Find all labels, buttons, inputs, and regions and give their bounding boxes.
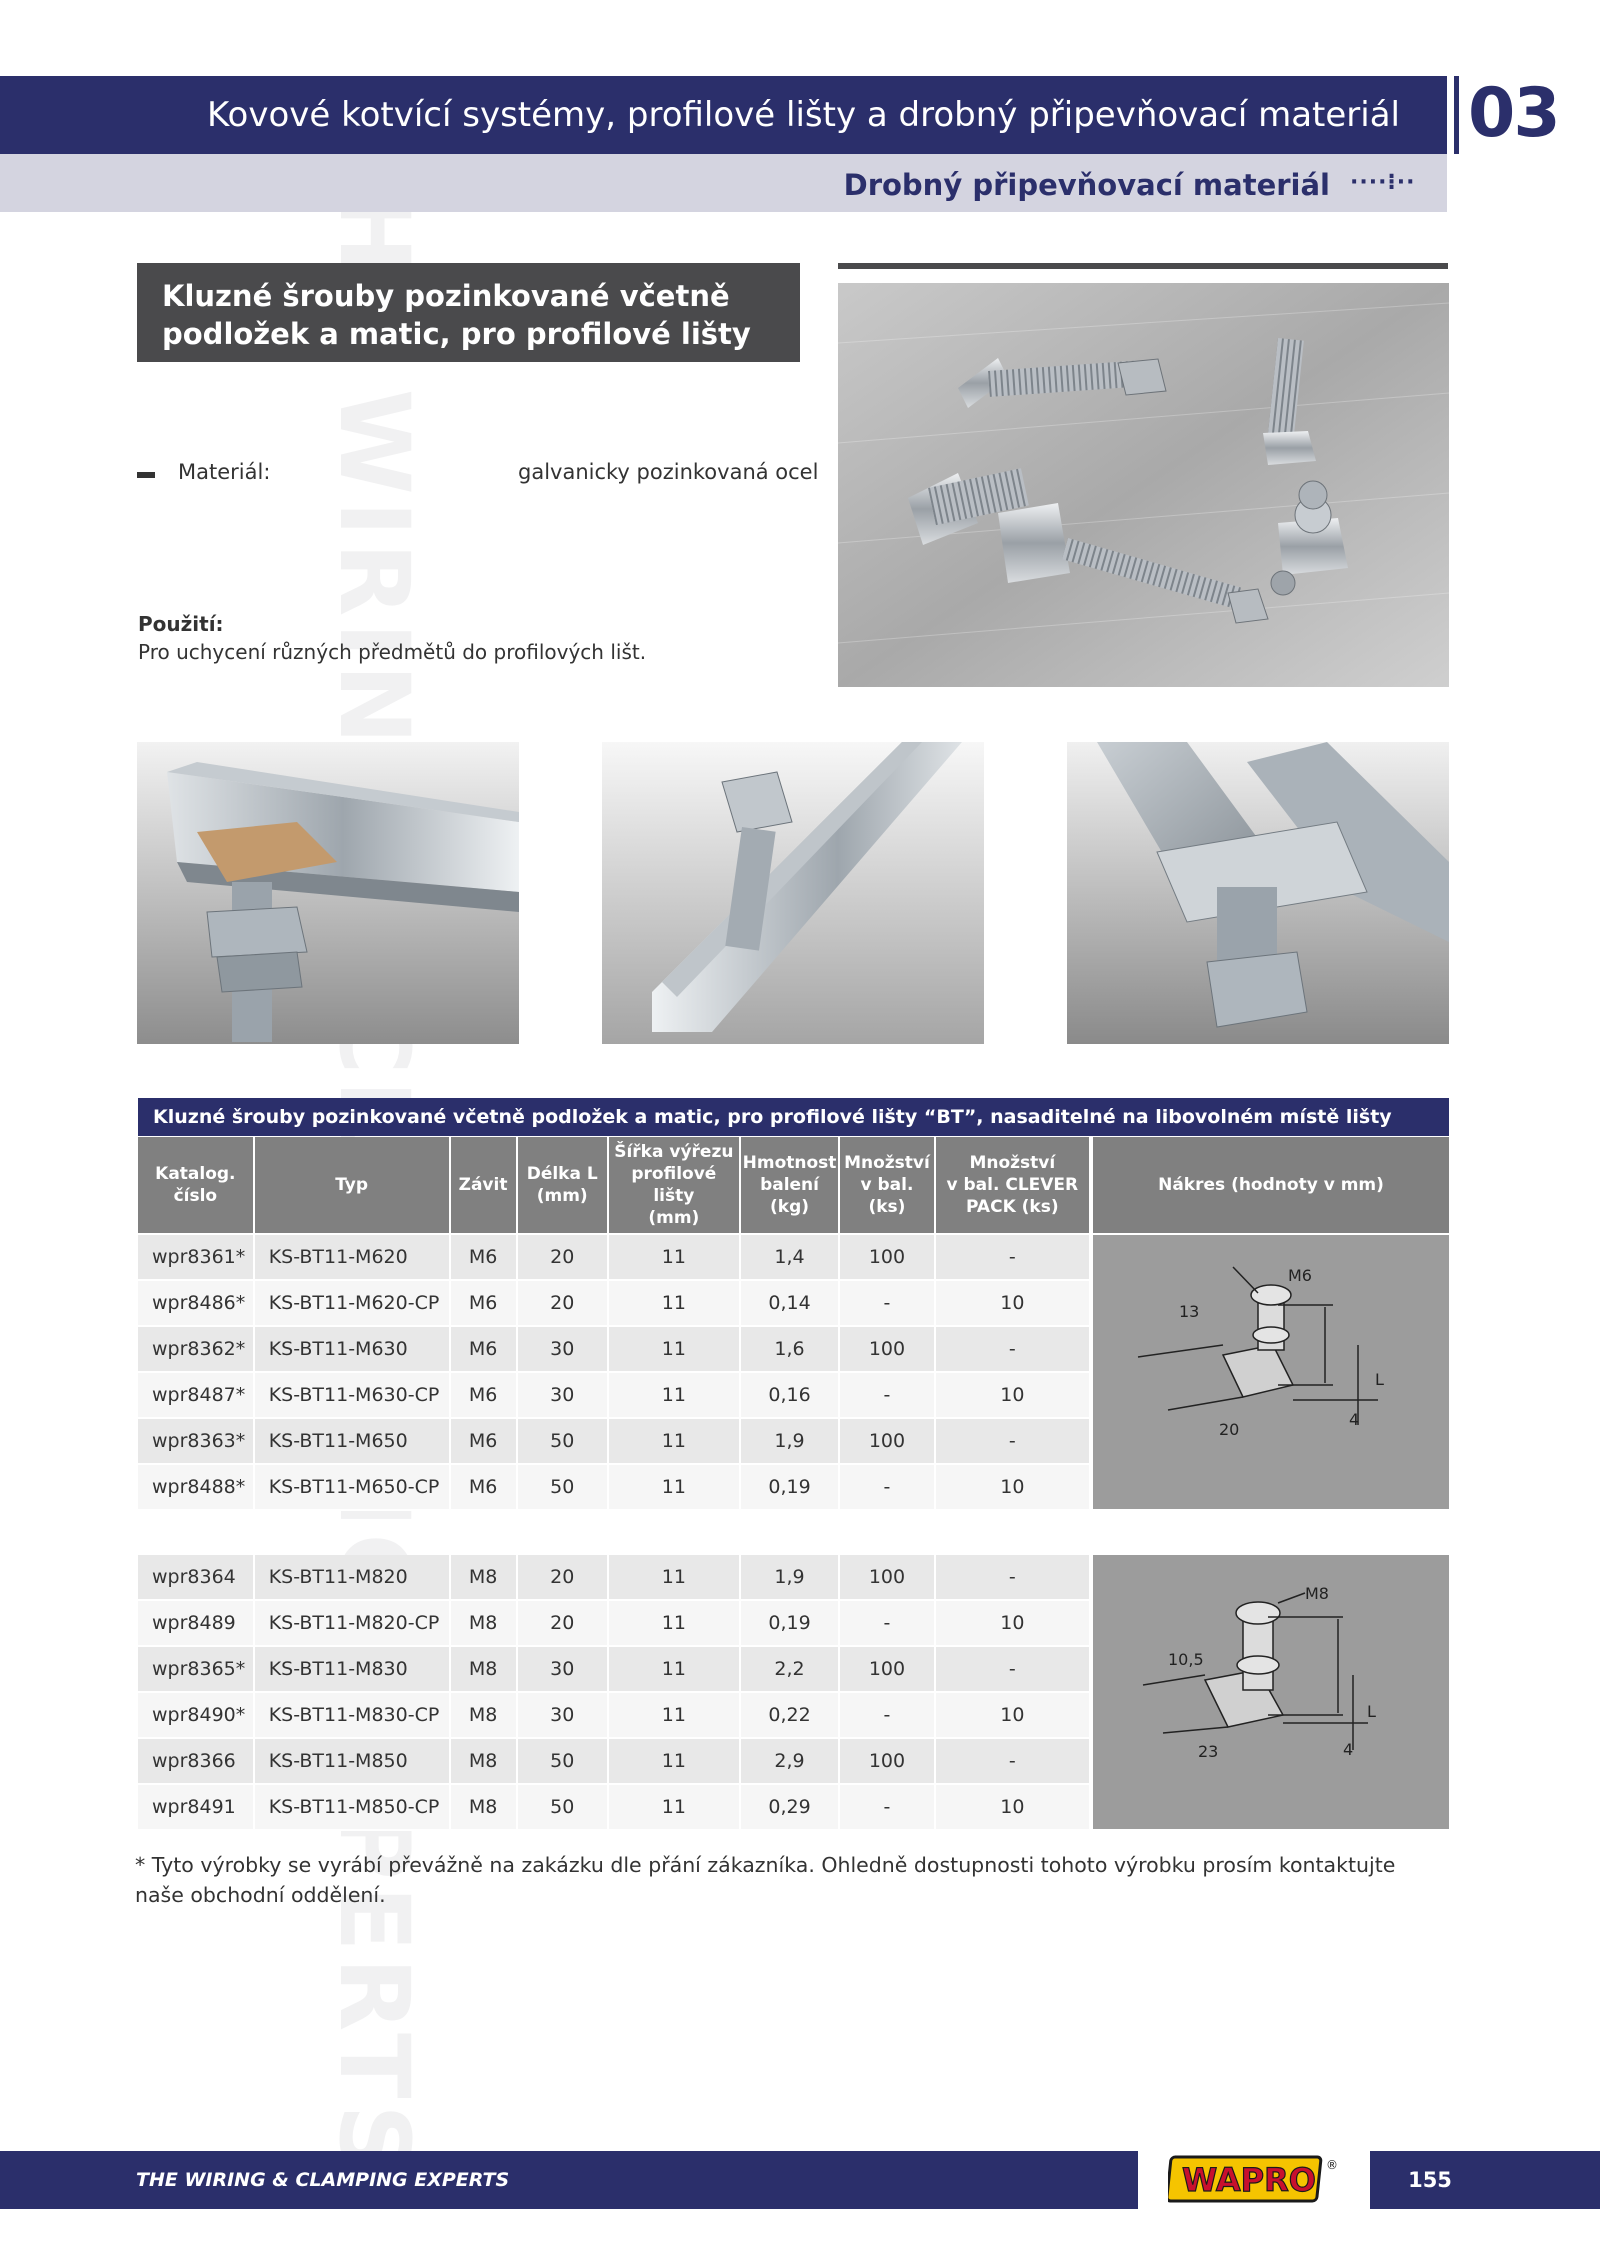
cell-thread: M6 bbox=[450, 1234, 517, 1280]
cell-thread: M8 bbox=[450, 1555, 517, 1600]
cell-qty: 100 bbox=[839, 1326, 934, 1372]
channel-photo-1 bbox=[137, 742, 519, 1044]
spec-table-group1 bbox=[138, 1137, 1091, 1511]
photo-top-rule bbox=[838, 263, 1448, 269]
cell-length: 30 bbox=[517, 1692, 608, 1738]
usage-heading: Použití: bbox=[138, 612, 224, 636]
drawing1-dim-c: 4 bbox=[1349, 1410, 1360, 1429]
cell-type: KS-BT11-M620-CP bbox=[254, 1280, 450, 1326]
usage-text: Pro uchycení různých předmětů do profilových lišt. bbox=[138, 640, 647, 664]
table-row bbox=[138, 1692, 1090, 1738]
cell-catalog: wpr8361* bbox=[138, 1234, 254, 1280]
cell-slot-width: 11 bbox=[608, 1600, 740, 1646]
cell-qty-clever: 10 bbox=[935, 1600, 1090, 1646]
page-number: 155 bbox=[1408, 2168, 1452, 2192]
cell-catalog: wpr8364 bbox=[138, 1555, 254, 1600]
cell-qty: 100 bbox=[839, 1234, 934, 1280]
col-header-length: Délka L (mm) bbox=[517, 1137, 608, 1234]
cell-length: 20 bbox=[517, 1555, 608, 1600]
cell-weight: 0,19 bbox=[740, 1600, 839, 1646]
section-title: Drobný připevňovací materiál bbox=[843, 168, 1330, 202]
cell-qty-clever: 10 bbox=[935, 1692, 1090, 1738]
cell-qty-clever: - bbox=[935, 1234, 1090, 1280]
channel-photo-3 bbox=[1067, 742, 1449, 1044]
col-header-catalog: Katalog. číslo bbox=[138, 1137, 254, 1234]
drawing2-thread-label: M8 bbox=[1305, 1584, 1329, 1603]
drawing1-thread-label: M6 bbox=[1288, 1266, 1312, 1285]
drawing1-dim-a: 13 bbox=[1179, 1302, 1200, 1321]
cell-catalog: wpr8489 bbox=[138, 1600, 254, 1646]
channel-photo-2 bbox=[602, 742, 984, 1044]
cell-type: KS-BT11-M830-CP bbox=[254, 1692, 450, 1738]
cell-qty-clever: 10 bbox=[935, 1280, 1090, 1326]
cell-catalog: wpr8362* bbox=[138, 1326, 254, 1372]
cell-length: 50 bbox=[517, 1418, 608, 1464]
cell-thread: M6 bbox=[450, 1326, 517, 1372]
cell-weight: 2,2 bbox=[740, 1646, 839, 1692]
product-photo-bolts bbox=[838, 283, 1449, 687]
cell-type: KS-BT11-M820 bbox=[254, 1555, 450, 1600]
bullet-icon bbox=[137, 472, 155, 478]
cell-slot-width: 11 bbox=[608, 1372, 740, 1418]
cell-catalog: wpr8488* bbox=[138, 1464, 254, 1510]
cell-length: 30 bbox=[517, 1372, 608, 1418]
cell-weight: 2,9 bbox=[740, 1738, 839, 1784]
drawing1-dim-l: L bbox=[1375, 1370, 1384, 1389]
cell-weight: 0,19 bbox=[740, 1464, 839, 1510]
cell-qty: - bbox=[839, 1692, 934, 1738]
svg-text:®: ® bbox=[1326, 2158, 1338, 2172]
cell-type: KS-BT11-M650-CP bbox=[254, 1464, 450, 1510]
cell-thread: M8 bbox=[450, 1600, 517, 1646]
logo-text: WAPRO bbox=[1182, 2161, 1316, 2199]
cell-type: KS-BT11-M630-CP bbox=[254, 1372, 450, 1418]
drawing2-dim-c: 4 bbox=[1343, 1740, 1354, 1759]
cell-weight: 0,29 bbox=[740, 1784, 839, 1830]
cell-qty-clever: 10 bbox=[935, 1372, 1090, 1418]
cell-type: KS-BT11-M820-CP bbox=[254, 1600, 450, 1646]
table-row bbox=[138, 1372, 1090, 1418]
table-row bbox=[138, 1600, 1090, 1646]
cell-thread: M8 bbox=[450, 1646, 517, 1692]
page-title: Kovové kotvící systémy, profilové lišty a drobný připevňovací materiál bbox=[206, 95, 1400, 135]
cell-qty-clever: - bbox=[935, 1738, 1090, 1784]
table-row bbox=[138, 1234, 1090, 1280]
cell-weight: 1,9 bbox=[740, 1555, 839, 1600]
cell-slot-width: 11 bbox=[608, 1738, 740, 1784]
cell-length: 20 bbox=[517, 1280, 608, 1326]
cell-qty-clever: - bbox=[935, 1418, 1090, 1464]
material-label: Materiál: bbox=[178, 460, 271, 484]
col-header-weight: Hmotnost balení (kg) bbox=[740, 1137, 839, 1234]
material-value: galvanicky pozinkovaná ocel bbox=[518, 460, 819, 484]
cell-qty: 100 bbox=[839, 1418, 934, 1464]
cell-weight: 0,16 bbox=[740, 1372, 839, 1418]
cell-weight: 1,4 bbox=[740, 1234, 839, 1280]
wapro-logo bbox=[1168, 2149, 1348, 2211]
cell-qty: - bbox=[839, 1464, 934, 1510]
product-title-box bbox=[137, 263, 800, 362]
col-header-type: Typ bbox=[254, 1137, 450, 1234]
cell-qty-clever: - bbox=[935, 1555, 1090, 1600]
cell-weight: 0,14 bbox=[740, 1280, 839, 1326]
technical-drawing-m6 bbox=[1093, 1235, 1449, 1509]
product-title-line1: Kluzné šrouby pozinkované včetně bbox=[162, 279, 730, 313]
col-header-drawing: Nákres (hodnoty v mm) bbox=[1093, 1137, 1449, 1233]
cell-qty: - bbox=[839, 1600, 934, 1646]
cell-type: KS-BT11-M620 bbox=[254, 1234, 450, 1280]
cell-qty: 100 bbox=[839, 1555, 934, 1600]
cell-catalog: wpr8366 bbox=[138, 1738, 254, 1784]
table-row bbox=[138, 1784, 1090, 1830]
cell-qty-clever: 10 bbox=[935, 1784, 1090, 1830]
cell-slot-width: 11 bbox=[608, 1646, 740, 1692]
footer-tagline: THE WIRING & CLAMPING EXPERTS bbox=[136, 2169, 510, 2191]
cell-qty-clever: - bbox=[935, 1326, 1090, 1372]
cell-catalog: wpr8363* bbox=[138, 1418, 254, 1464]
cell-slot-width: 11 bbox=[608, 1784, 740, 1830]
cell-catalog: wpr8491 bbox=[138, 1784, 254, 1830]
cell-length: 50 bbox=[517, 1784, 608, 1830]
cell-type: KS-BT11-M830 bbox=[254, 1646, 450, 1692]
cell-thread: M6 bbox=[450, 1418, 517, 1464]
table-row bbox=[138, 1555, 1090, 1600]
cell-type: KS-BT11-M650 bbox=[254, 1418, 450, 1464]
technical-drawing-m8 bbox=[1093, 1555, 1449, 1829]
cell-qty: - bbox=[839, 1372, 934, 1418]
table-title: Kluzné šrouby pozinkované včetně podložek a matic, pro profilové lišty “BT”, nasaditelné na libovolném místě lišty bbox=[138, 1098, 1449, 1136]
cell-catalog: wpr8365* bbox=[138, 1646, 254, 1692]
table-row bbox=[138, 1418, 1090, 1464]
product-title-line2: podložek a matic, pro profilové lišty bbox=[162, 317, 751, 351]
table-row bbox=[138, 1738, 1090, 1784]
drawing1-dim-b: 20 bbox=[1219, 1420, 1240, 1439]
cell-length: 50 bbox=[517, 1738, 608, 1784]
chapter-divider bbox=[1454, 76, 1459, 154]
cell-length: 30 bbox=[517, 1326, 608, 1372]
table-row bbox=[138, 1646, 1090, 1692]
cell-thread: M8 bbox=[450, 1692, 517, 1738]
cell-qty: 100 bbox=[839, 1738, 934, 1784]
table-row bbox=[138, 1326, 1090, 1372]
col-header-thread: Závit bbox=[450, 1137, 517, 1234]
cell-length: 20 bbox=[517, 1600, 608, 1646]
cell-thread: M6 bbox=[450, 1280, 517, 1326]
drawing2-dim-l: L bbox=[1367, 1702, 1376, 1721]
drawing2-dim-b: 23 bbox=[1198, 1742, 1219, 1761]
cell-slot-width: 11 bbox=[608, 1326, 740, 1372]
cell-weight: 1,6 bbox=[740, 1326, 839, 1372]
cell-slot-width: 11 bbox=[608, 1280, 740, 1326]
drawing2-dim-a: 10,5 bbox=[1168, 1650, 1204, 1669]
cell-slot-width: 11 bbox=[608, 1418, 740, 1464]
table-row bbox=[138, 1280, 1090, 1326]
cell-type: KS-BT11-M630 bbox=[254, 1326, 450, 1372]
cell-length: 50 bbox=[517, 1464, 608, 1510]
cell-length: 30 bbox=[517, 1646, 608, 1692]
cell-slot-width: 11 bbox=[608, 1234, 740, 1280]
col-header-qty: Množství v bal. (ks) bbox=[839, 1137, 934, 1234]
cell-catalog: wpr8486* bbox=[138, 1280, 254, 1326]
chapter-number: 03 bbox=[1468, 74, 1559, 153]
cell-thread: M6 bbox=[450, 1464, 517, 1510]
cell-qty-clever: - bbox=[935, 1646, 1090, 1692]
cell-thread: M8 bbox=[450, 1784, 517, 1830]
cell-qty: - bbox=[839, 1784, 934, 1830]
cell-qty-clever: 10 bbox=[935, 1464, 1090, 1510]
cell-slot-width: 11 bbox=[608, 1555, 740, 1600]
cell-weight: 1,9 bbox=[740, 1418, 839, 1464]
footnote: * Tyto výrobky se vyrábí převážně na zakázku dle přání zákazníka. Ohledně dostupnosti tohoto výrobku prosím kontaktujte naše obchodní oddělení. bbox=[135, 1853, 1396, 1907]
cell-catalog: wpr8490* bbox=[138, 1692, 254, 1738]
col-header-slot-width: Šířka výřezu profilové lišty (mm) bbox=[608, 1137, 740, 1234]
cell-thread: M8 bbox=[450, 1738, 517, 1784]
cell-qty: 100 bbox=[839, 1646, 934, 1692]
dots-icon: ····⁝·· bbox=[1350, 170, 1416, 195]
cell-catalog: wpr8487* bbox=[138, 1372, 254, 1418]
cell-length: 20 bbox=[517, 1234, 608, 1280]
cell-qty: - bbox=[839, 1280, 934, 1326]
cell-weight: 0,22 bbox=[740, 1692, 839, 1738]
cell-type: KS-BT11-M850-CP bbox=[254, 1784, 450, 1830]
cell-thread: M6 bbox=[450, 1372, 517, 1418]
table-row bbox=[138, 1464, 1090, 1510]
spec-table-group2 bbox=[138, 1555, 1091, 1831]
cell-slot-width: 11 bbox=[608, 1464, 740, 1510]
cell-slot-width: 11 bbox=[608, 1692, 740, 1738]
cell-type: KS-BT11-M850 bbox=[254, 1738, 450, 1784]
col-header-qty-clever: Množství v bal. CLEVER PACK (ks) bbox=[935, 1137, 1090, 1234]
